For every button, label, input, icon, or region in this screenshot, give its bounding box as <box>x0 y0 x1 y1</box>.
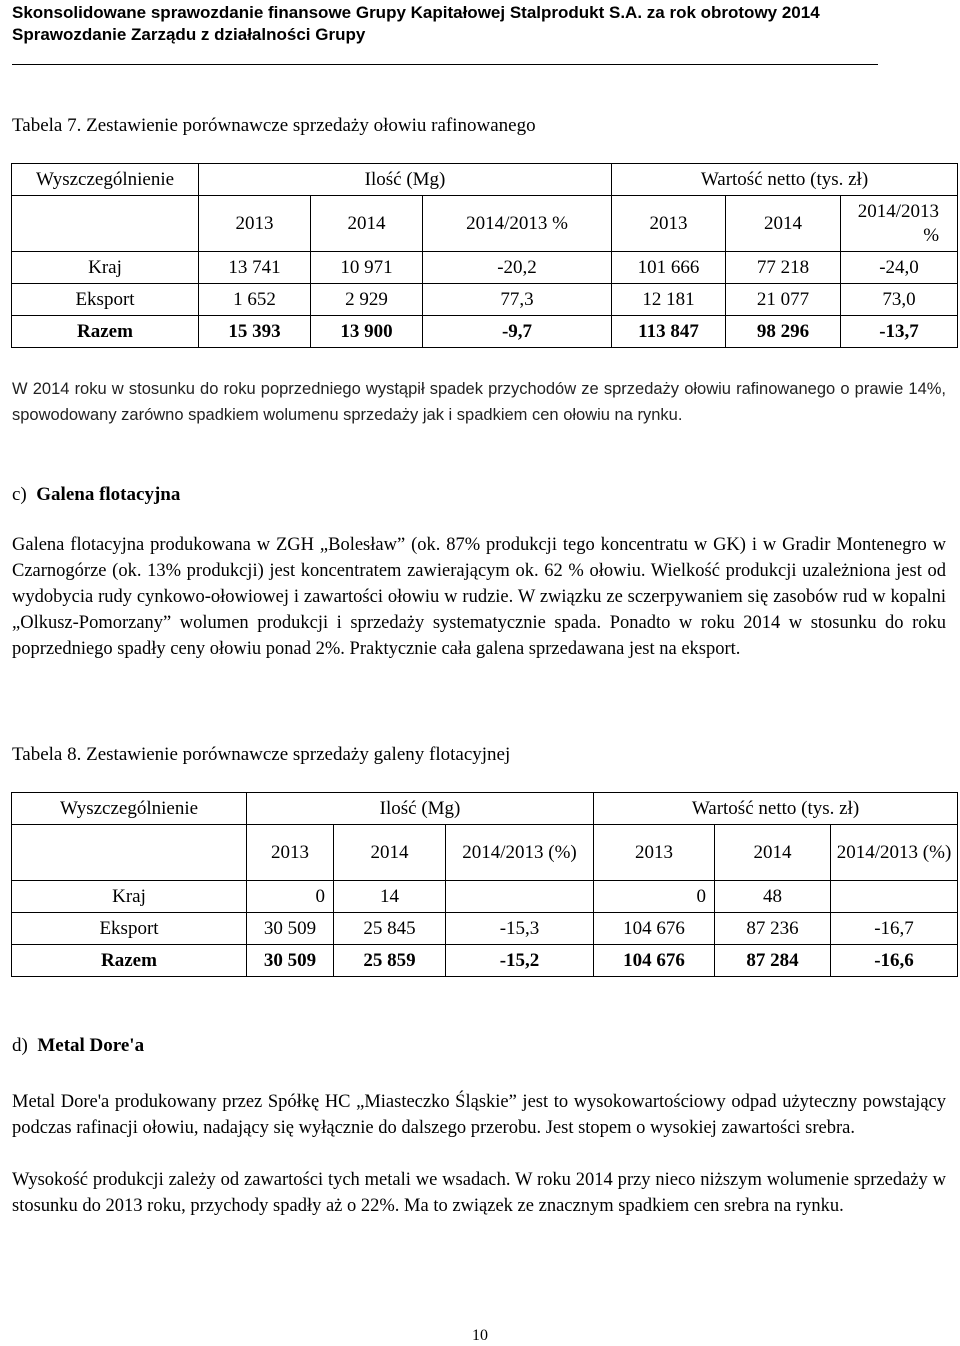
table8-cell: -15,3 <box>446 913 594 945</box>
table7-cell: 13 741 <box>199 252 311 284</box>
table8-head-empty <box>12 825 247 881</box>
table7-cell: 13 900 <box>311 316 423 348</box>
table8-cell: 104 676 <box>594 913 715 945</box>
report-header-title: Skonsolidowane sprawozdanie finansowe Grupy Kapitałowej Stalprodukt S.A. za rok obrotowy 2014 <box>12 3 820 22</box>
table8 <box>11 792 958 977</box>
table8-cell: 25 859 <box>334 945 446 977</box>
table8-cell: 87 284 <box>715 945 831 977</box>
table7-cell: -20,2 <box>423 252 612 284</box>
table7-cell: -13,7 <box>841 316 958 348</box>
table8-header-row-1 <box>12 793 958 825</box>
header-divider <box>12 64 878 65</box>
table7-cell: 1 652 <box>199 284 311 316</box>
table-row <box>12 284 958 316</box>
table7 <box>11 163 958 348</box>
table7-cell: 77,3 <box>423 284 612 316</box>
table7-head-v2013: 2013 <box>612 196 726 252</box>
table7-head-value: Wartość netto (tys. zł) <box>612 164 958 196</box>
table7-cell: 21 077 <box>726 284 841 316</box>
paragraph-galena: Galena flotacyjna produkowana w ZGH „Bolesław” (ok. 87% produkcji tego koncentratu w GK) i w Gradir Montenegro w Czarnogórze (ok. 13% produkcji) jest koncentratem zawierającym ok. 62 % ołowiu. Wielkość produkcji uzależniona jest od wydobycia rudy cynkowo-ołowiowej i zawartości ołowiu w rudzie. W związku ze sczerpywaniem się zasobów rud w kopalni „Olkusz-Pomorzany” wolumen produkcji i sprzedaży systematycznie spada. Ponadto w roku 2014 w stosunku do roku poprzedniego spadły ceny ołowiu ponad 2%. Praktycznie cała galena sprzedawana jest na eksport. <box>12 535 946 659</box>
table7-cell: -9,7 <box>423 316 612 348</box>
table7-head-q2014: 2014 <box>311 196 423 252</box>
table7-cell: 12 181 <box>612 284 726 316</box>
table7-row-label: Eksport <box>12 284 199 316</box>
table7-head-v2014: 2014 <box>726 196 841 252</box>
table8-cell: -15,2 <box>446 945 594 977</box>
table8-cell: 0 <box>247 881 334 913</box>
table8-head-v2014: 2014 <box>715 825 831 881</box>
table8-cell <box>831 881 958 913</box>
paragraph-metal-dore: Metal Dore'a produkowany przez Spółkę HC „Miasteczko Śląskie” jest to wysokowartościowy odpad użyteczny powstający podczas rafinacji ołowiu, nadający się wyłącznie do dalszego przerobu. Jest stopem o wysokiej zawartości srebra. <box>12 1092 946 1138</box>
table8-cell: 48 <box>715 881 831 913</box>
table8-head-q2014: 2014 <box>334 825 446 881</box>
report-header-subtitle: Sprawozdanie Zarządu z działalności Grupy <box>12 25 366 44</box>
table7-caption: Tabela 7. Zestawienie porównawcze sprzedaży ołowiu rafinowanego <box>12 115 536 136</box>
table7-cell: 77 218 <box>726 252 841 284</box>
table7-cell: 98 296 <box>726 316 841 348</box>
section-d-heading <box>12 1033 144 1059</box>
table7-cell: 73,0 <box>841 284 958 316</box>
table7-cell: 113 847 <box>612 316 726 348</box>
table-row <box>12 945 958 977</box>
paragraph-lead-sales: W 2014 roku w stosunku do roku poprzedniego wystąpił spadek przychodów ze sprzedaży ołowiu rafinowanego o prawie 14%, spowodowany zarówno spadkiem wolumenu sprzedaży jak i spadkiem cen ołowiu na rynku. <box>12 380 946 424</box>
table8-cell: 14 <box>334 881 446 913</box>
section-c-title: Galena flotacyjna <box>36 484 181 505</box>
table7-head-qratio: 2014/2013 % <box>423 196 612 252</box>
table7-cell: 10 971 <box>311 252 423 284</box>
table8-cell <box>446 881 594 913</box>
table7-cell: -24,0 <box>841 252 958 284</box>
table8-cell: -16,6 <box>831 945 958 977</box>
table7-head-vratio: 2014/2013 % <box>841 196 958 252</box>
table-row <box>12 252 958 284</box>
table8-head-v2013: 2013 <box>594 825 715 881</box>
paragraph-production: Wysokość produkcji zależy od zawartości tych metali we wsadach. W roku 2014 przy nieco niższym wolumenie sprzedaży w stosunku do 2013 roku, przychody spadły aż o 22%. Ma to związek ze znacznym spadkiem cen srebra na rynku. <box>12 1170 946 1216</box>
table7-head-label: Wyszczególnienie <box>12 164 199 196</box>
table8-cell: 87 236 <box>715 913 831 945</box>
section-d-title: Metal Dore'a <box>37 1035 145 1056</box>
table8-cell: 30 509 <box>247 945 334 977</box>
table8-head-qratio: 2014/2013 (%) <box>446 825 594 881</box>
table8-cell: 30 509 <box>247 913 334 945</box>
table8-head-vratio: 2014/2013 (%) <box>831 825 958 881</box>
table8-row-label: Razem <box>12 945 247 977</box>
table8-caption: Tabela 8. Zestawienie porównawcze sprzedaży galeny flotacyjnej <box>12 744 511 765</box>
table8-cell: 25 845 <box>334 913 446 945</box>
table7-row-label: Kraj <box>12 252 199 284</box>
section-d-letter: d) <box>12 1035 28 1056</box>
table7-head-empty <box>12 196 199 252</box>
page-number: 10 <box>472 1327 488 1344</box>
table8-cell: 0 <box>594 881 715 913</box>
table8-head-label: Wyszczególnienie <box>12 793 247 825</box>
table8-cell: 104 676 <box>594 945 715 977</box>
table8-head-q2013: 2013 <box>247 825 334 881</box>
table-row <box>12 316 958 348</box>
section-c-heading <box>12 482 180 508</box>
table8-row-label: Eksport <box>12 913 247 945</box>
section-c-letter: c) <box>12 484 27 505</box>
table-row <box>12 913 958 945</box>
table7-row-label: Razem <box>12 316 199 348</box>
table8-head-quantity: Ilość (Mg) <box>247 793 594 825</box>
table7-header-row-2 <box>12 196 958 252</box>
table7-cell: 15 393 <box>199 316 311 348</box>
table8-row-label: Kraj <box>12 881 247 913</box>
table8-cell: -16,7 <box>831 913 958 945</box>
table8-head-value: Wartość netto (tys. zł) <box>594 793 958 825</box>
table8-header-row-2 <box>12 825 958 881</box>
table7-head-quantity: Ilość (Mg) <box>199 164 612 196</box>
table7-head-q2013: 2013 <box>199 196 311 252</box>
table7-cell: 2 929 <box>311 284 423 316</box>
table7-cell: 101 666 <box>612 252 726 284</box>
table-row <box>12 881 958 913</box>
table7-header-row-1 <box>12 164 958 196</box>
